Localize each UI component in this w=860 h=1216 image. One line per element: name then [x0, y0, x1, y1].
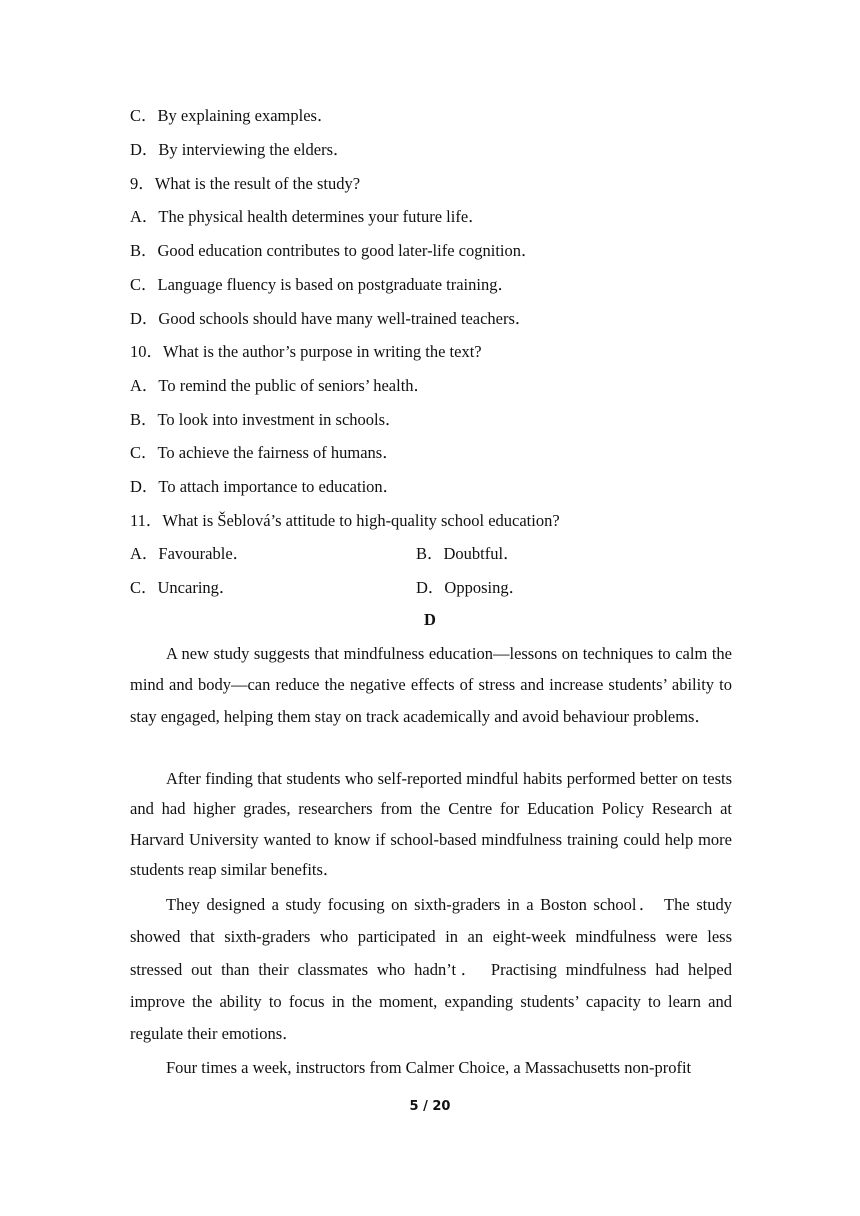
question-11: 11．What is Šeblová’s attitude to high-quality school education?	[130, 511, 560, 530]
question-9: 9．What is the result of the study?	[130, 174, 361, 193]
question-10: 10．What is the author’s purpose in writing the text?	[130, 342, 482, 361]
option-11b: B．Doubtful．	[416, 544, 520, 563]
passage-paragraph-2: After finding that students who self-reported mindful habits performed better on tests and had higher grades, researchers from the Centre for Education Policy Research at Harvard University wanted to know if school-based mindfulness training could help more students reap similar benefits．	[130, 769, 732, 879]
option-9c: C．Language fluency is based on postgraduate training．	[130, 275, 514, 294]
passage-paragraph-3: They designed a study focusing on sixth-graders in a Boston school． The study showed that sixth-graders who participated in an eight-week mindfulness were less stressed out than their classmates who hadn’t． Practising mindfulness had helped improve the ability to focus in the moment, expanding students’ capacity to learn and regulate their emotions．	[130, 895, 732, 1044]
option-8d: D．By interviewing the elders．	[130, 140, 350, 159]
option-10c: C．To achieve the fairness of humans．	[130, 443, 399, 462]
option-9a: A．The physical health determines your future life．	[130, 207, 485, 226]
passage-paragraph-1: A new study suggests that mindfulness education—lessons on techniques to calm the mind and body—can reduce the negative effects of stress and increase students’ ability to stay engaged, helping them stay on track academically and avoid behaviour problems．	[130, 644, 732, 726]
option-10b: B．To look into investment in schools．	[130, 410, 402, 429]
option-11c: C．Uncaring．	[130, 578, 236, 597]
option-10d: D．To attach importance to education．	[130, 477, 400, 496]
option-11d: D．Opposing．	[416, 578, 526, 597]
page-number: 5 / 20	[409, 1099, 451, 1114]
passage-paragraph-4: Four times a week, instructors from Calmer Choice, a Massachusetts non-profit	[166, 1058, 692, 1077]
option-11a: A．Favourable．	[130, 544, 250, 563]
option-9b: B．Good education contributes to good later-life cognition．	[130, 241, 538, 260]
option-10a: A．To remind the public of seniors’ health．	[130, 376, 431, 395]
option-8c: C．By explaining examples．	[130, 106, 334, 125]
section-heading: D	[424, 610, 436, 629]
option-9d: D．Good schools should have many well-trained teachers．	[130, 309, 532, 328]
